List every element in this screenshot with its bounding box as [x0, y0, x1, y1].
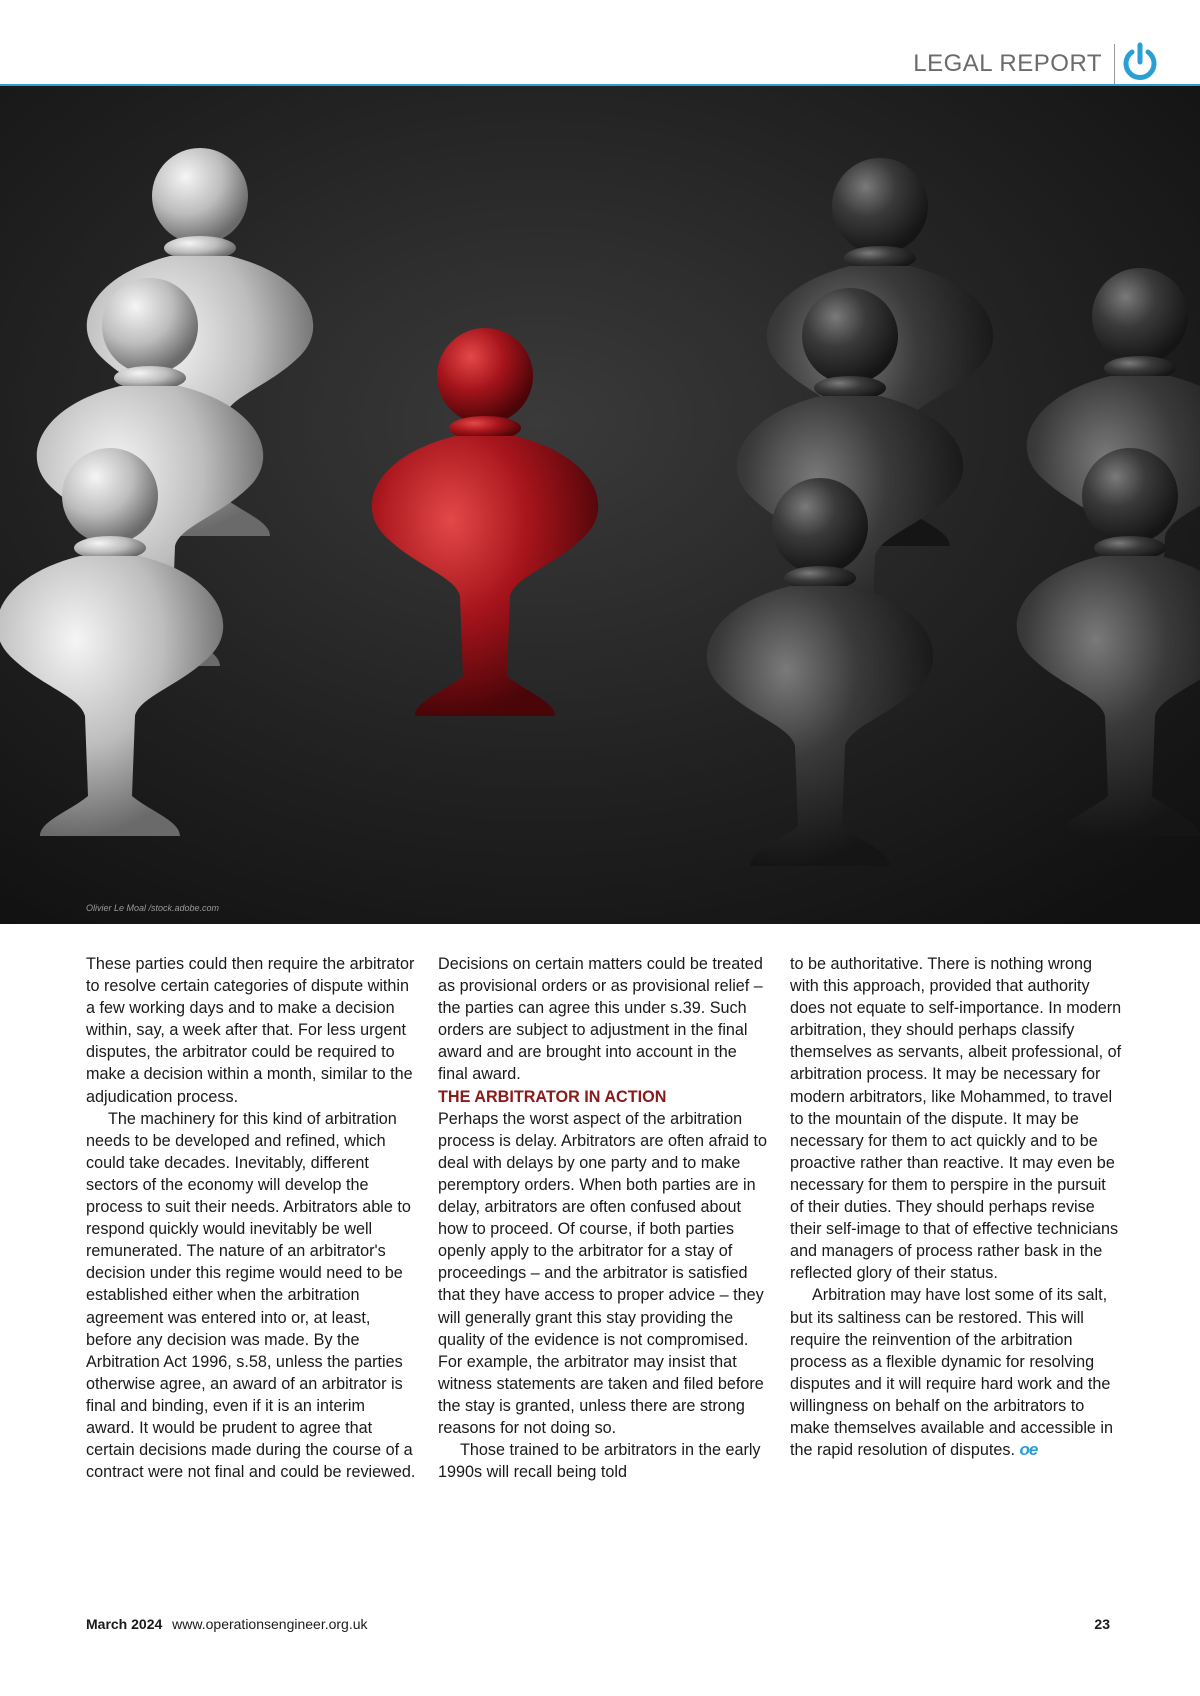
photo-credit: Olivier Le Moal /stock.adobe.com [86, 903, 220, 913]
article-column-2 [438, 953, 770, 1483]
section-subhead: THE ARBITRATOR IN ACTION [438, 1087, 667, 1106]
paragraph: Those trained to be arbitrators in the early 1990s will recall being told [438, 1441, 761, 1482]
issue-date: March 2024 [86, 1616, 163, 1632]
end-mark-logo: oe [1019, 1440, 1038, 1460]
header-divider [1114, 44, 1115, 84]
page-header [0, 0, 1200, 86]
paragraph: Perhaps the worst aspect of the arbitration process is delay. Arbitrators are often afraid to deal with delays by one party and to make peremptory orders. When both parties are in delay, arbitrators are often confused about how to proceed. Of course, if both parties openly apply to the arbitrator for a stay of proceedings – and the arbitrator is satisfied that they have access to proper advice – they will generally grant this stay providing the quality of the evidence is not compromised. For example, the arbitrator may insist that witness statements are taken and filed before the stay is granted, unless there are strong reasons for not doing so. [438, 1109, 768, 1437]
section-label: LEGAL REPORT [913, 50, 1102, 77]
paragraph: These parties could then require the arbitrator to resolve certain categories of dispute within a few working days and to make a decision within, say, a week after that. For less urgent disputes, the arbitrator could be required to make a decision within a month, similar to the adjudication process. [86, 955, 415, 1106]
page-footer [86, 1616, 1110, 1632]
paragraph: The machinery for this kind of arbitration needs to be developed and refined, which could take decades. Inevitably, different sectors of the economy will develop the process to suit their needs. Arbitrators able to respond quickly would inevitably be well remunerated. The nature of an arbitrator's decision under this regime would need to be established either when the arbitration agreement was entered into or, at least, before any decision was made. By the Arbitration Act 1996, s.58, unless the parties otherwise agree, an award of an arbitrator is final and binding, even if it is an interim award. It would be prudent to agree that certain decisions made during the course of a contract were not final and could be reviewed. [86, 1109, 416, 1482]
page-number: 23 [1094, 1616, 1110, 1632]
article-column-3 [790, 953, 1122, 1461]
paragraph: Decisions on certain matters could be treated as provisional orders or as provisional relief – the parties can agree this under s.39. Such orders are subject to adjustment in the final award and are brought into account in the final award. [438, 955, 763, 1084]
website-url: www.operationsengineer.org.uk [172, 1616, 368, 1632]
hero-photo [0, 86, 1200, 924]
article-column-1 [86, 953, 418, 1483]
paragraph [790, 1284, 1122, 1461]
paragraph: to be authoritative. There is nothing wrong with this approach, provided that authority does not equate to self-importance. In modern arbitration, they should perhaps classify themselves as servants, albeit professional, of arbitration process. It may be necessary for modern arbitrators, like Mohammed, to travel to the mountain of the dispute. It may be necessary for them to act quickly and to be proactive rather than reactive. It may even be necessary for them to perspire in the pursuit of their duties. They should perhaps revise their self-image to that of effective technicians and managers of process rather bask in the reflected glory of their status. [790, 955, 1122, 1283]
paragraph-text: Arbitration may have lost some of its salt, but its saltiness can be restored. This will require the reinvention of the arbitration process as a flexible dynamic for resolving disputes and it will require hard work and the willingness on behalf on the arbitrators to make themselves available and accessible in the rapid resolution of disputes. [790, 1286, 1114, 1460]
power-icon [1122, 42, 1158, 82]
